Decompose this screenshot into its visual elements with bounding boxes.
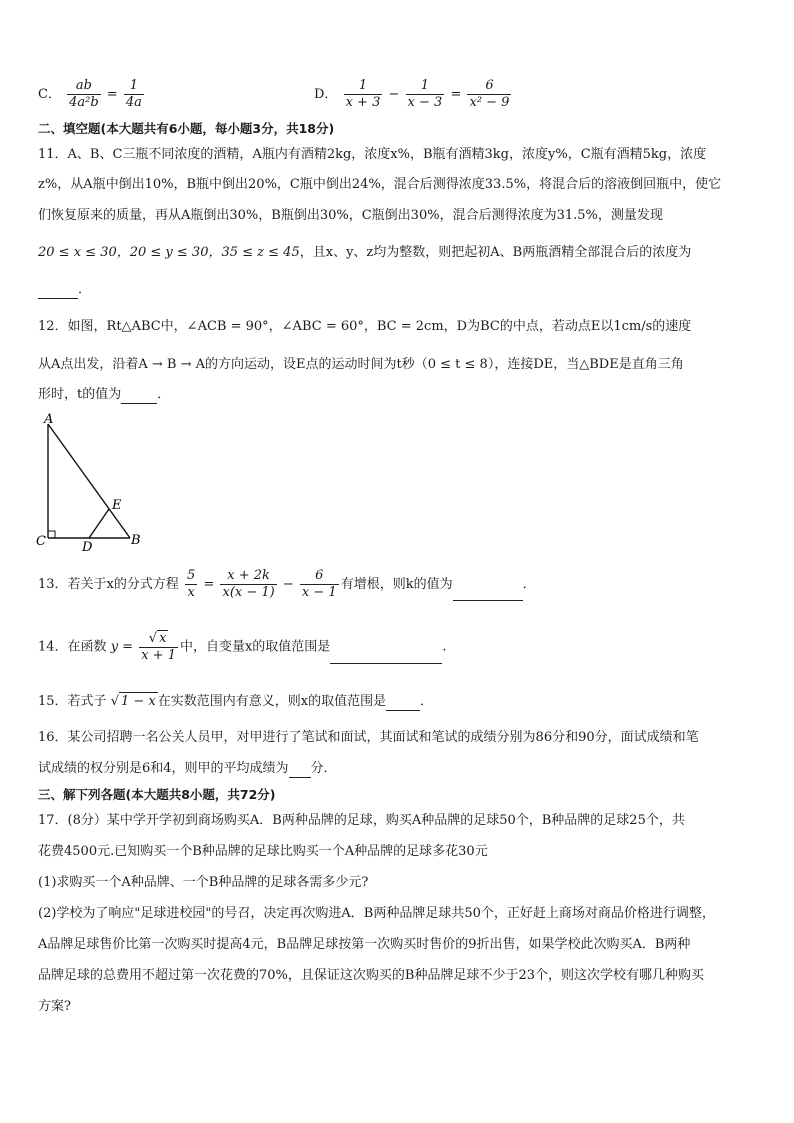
equals-sign: = <box>106 87 118 102</box>
q12-line-3 <box>38 386 170 404</box>
answer-blank[interactable] <box>330 649 442 664</box>
numerator: 6 <box>467 78 511 95</box>
answer-blank[interactable] <box>289 763 311 778</box>
answer-blank[interactable] <box>453 586 523 601</box>
q11-condition: 20 ≤ x ≤ 30，20 ≤ y ≤ 30，35 ≤ z ≤ 45 <box>38 245 300 260</box>
point-label-e: E <box>112 498 122 513</box>
radicand: 1 − x <box>120 694 156 709</box>
radical: √ 1 − x <box>110 694 156 709</box>
denominator: x + 1 <box>141 648 176 663</box>
q17-part-2: (2)学校为了响应"足球进校园"的号召，决定再次购进A．B两种品牌足球共50个，正好赶上商场对商品价格进行调整， <box>38 906 715 921</box>
period: ． <box>78 282 92 297</box>
numerator: 5 <box>187 568 196 583</box>
q15-text: 15．若式子 <box>38 694 107 709</box>
denominator: x² − 9 <box>469 95 510 110</box>
numerator: 6 <box>300 568 339 585</box>
denominator: x − 1 <box>301 585 337 600</box>
point-label-d: D <box>82 540 93 555</box>
q15-text: 在实数范围内有意义，则x的取值范围是 <box>157 694 387 709</box>
vertex-label-c: C <box>36 534 46 549</box>
denominator: x(x − 1) <box>222 585 275 600</box>
q12-line: 12．如图，Rt△ABC中，∠ACB = 90°，∠ABC = 60°，BC = 2cm，D为BC的中点，若动点E以1cm/s的速度 <box>38 319 692 334</box>
numerator: √ x <box>139 630 178 648</box>
equals-sign: = <box>203 577 215 592</box>
option-c <box>38 78 146 111</box>
minus-sign: − <box>282 577 294 592</box>
vertex-label-a: A <box>44 412 54 427</box>
answer-blank[interactable] <box>121 389 157 404</box>
vertex-label-b: B <box>131 533 141 548</box>
q15 <box>38 692 433 711</box>
denominator: x + 3 <box>345 95 381 110</box>
q13 <box>38 568 536 601</box>
denominator: x − 3 <box>407 95 443 110</box>
q12-line: 从A点出发，沿着A → B → A的方向运动，设E点的运动时间为t秒（0 ≤ t ≤ 8），连接DE，当△BDE是直角三角 <box>38 357 684 372</box>
q11-line: z%，从A瓶中倒出10%，B瓶中倒出20%，C瓶中倒出24%，混合后测得浓度33.5%，将混合后的溶液倒回瓶中，使它 <box>38 177 722 192</box>
answer-blank[interactable] <box>38 284 78 299</box>
option-d <box>314 78 513 111</box>
fraction <box>467 78 511 111</box>
q11-answer-line <box>38 281 91 299</box>
q17-line: 17．(8分）某中学开学初到商场购买A．B两种品牌的足球，购买A种品牌的足球50个，B种品牌的足球25个，共 <box>38 813 685 828</box>
numerator: 1 <box>124 78 144 95</box>
section-heading: 二、填空题(本大题共有6小题，每小题3分，共18分) <box>38 121 335 136</box>
q11-line: 11．A、B、C三瓶不同浓度的酒精，A瓶内有酒精2kg，浓度x%，B瓶有酒精3kg，浓度y%，C瓶有酒精5kg，浓度 <box>38 147 707 162</box>
q17-line: 花费4500元.已知购买一个B种品牌的足球比购买一个A种品牌的足球多花30元 <box>38 844 488 859</box>
q12-line: 形时，t的值为 <box>38 387 122 402</box>
fraction <box>124 78 144 111</box>
radicand: x <box>159 631 167 646</box>
fraction <box>185 568 197 601</box>
numerator: 1 <box>344 78 383 95</box>
minus-sign: − <box>388 87 400 102</box>
q17-part-1: (1)求购买一个A种品牌、一个B种品牌的足球各需多少元? <box>38 875 369 890</box>
period: ． <box>420 694 434 709</box>
denominator: 4a²b <box>69 95 99 110</box>
numerator: ab <box>67 78 101 95</box>
option-letter: D． <box>314 87 338 102</box>
denominator: x <box>187 585 195 600</box>
answer-blank[interactable] <box>386 696 420 711</box>
q11-line: 们恢复原来的质量，再从A瓶倒出30%，B瓶倒出30%，C瓶倒出30%，混合后测得浓度为31.5%，测量发现 <box>38 208 663 223</box>
fraction <box>344 78 383 111</box>
period: ． <box>522 577 536 592</box>
denominator: 4a <box>125 95 142 110</box>
triangle-figure <box>34 410 144 555</box>
q14-text: 14．在函数 <box>38 639 107 655</box>
q14-text: 中，自变量x的取值范围是 <box>179 639 331 655</box>
fraction <box>67 78 101 111</box>
q13-text: 13．若关于x的分式方程 <box>38 577 179 592</box>
q14 <box>38 630 446 664</box>
q13-text: 有增根，则k的值为 <box>340 577 453 592</box>
option-letter: C． <box>38 87 61 102</box>
q11-line: ，且x、y、z均为整数，则把起初A、B两瓶酒精全部混合后的浓度为 <box>299 245 692 260</box>
function-y: y = <box>110 639 134 655</box>
fraction <box>139 630 178 664</box>
fraction <box>220 568 276 601</box>
q11-condition-line <box>38 244 691 262</box>
q16-line-2 <box>38 760 337 778</box>
fraction <box>300 568 339 601</box>
section-heading: 三、解下列各题(本大题共8小题，共72分) <box>38 787 276 802</box>
q16-line: 16．某公司招聘一名公关人员甲，对甲进行了笔试和面试，其面试和笔试的成绩分别为86分和90分，面试成绩和笔 <box>38 730 699 745</box>
numerator: x + 2k <box>220 568 276 585</box>
q16-end: 分． <box>310 761 337 776</box>
q17-part-2: 品牌足球的总费用不超过第一次花费的70%，且保证这次购买的B种品牌足球不少于23个，则这次学校有哪几种购买 <box>38 968 704 983</box>
period: ． <box>157 387 171 402</box>
numerator: 1 <box>406 78 445 95</box>
equals-sign: = <box>450 87 462 102</box>
q17-part-2: A品牌足球售价比第一次购买时提高4元，B品牌足球按第一次购买时售价的9折出售，如果学校此次购买A．B两种 <box>38 937 691 952</box>
q16-line: 试成绩的权分别是6和4，则甲的平均成绩为 <box>38 761 289 776</box>
q17-part-2: 方案? <box>38 999 71 1014</box>
fraction <box>406 78 445 111</box>
period: . <box>442 639 447 655</box>
